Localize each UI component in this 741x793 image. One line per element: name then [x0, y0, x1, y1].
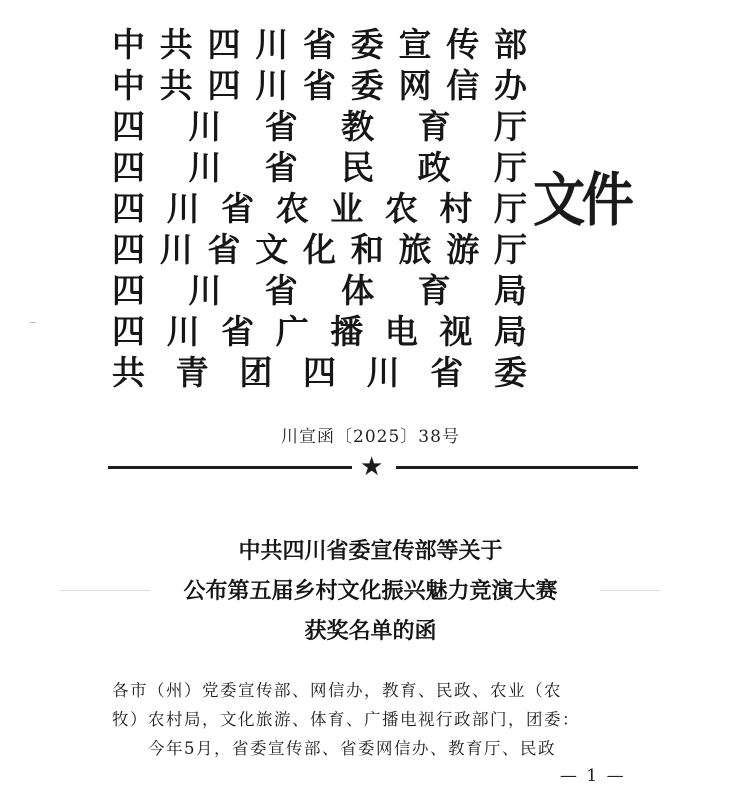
- issuer-char: 四: [302, 353, 336, 392]
- issuer-char: 川: [255, 66, 289, 105]
- scan-artifact: [600, 590, 660, 591]
- title-line: 获奖名单的函: [304, 619, 437, 644]
- issuer-char: 青: [175, 353, 209, 392]
- issuer-char: 播: [330, 312, 364, 351]
- issuer-char: 广: [275, 312, 309, 351]
- issuer-char: 体: [341, 271, 375, 310]
- body-line: 各市（州）党委宣传部、网信办，教育、民政、农业（农: [112, 681, 562, 700]
- issuer-char: 电: [384, 312, 418, 351]
- issuer-char: 村: [439, 189, 473, 228]
- issuer-char: 四: [112, 271, 145, 310]
- issuer-char: 省: [430, 353, 464, 392]
- issuer-char: 局: [493, 312, 527, 351]
- issuer-char: 共: [159, 66, 193, 105]
- issuer-char: 省: [303, 66, 336, 105]
- page-number: — 1 —: [560, 766, 626, 786]
- issuer-char: 育: [417, 271, 451, 310]
- issuer-char: 川: [188, 148, 222, 187]
- issuer-char: 局: [493, 271, 527, 310]
- issuer-char: 四: [112, 189, 145, 228]
- issuer-char: 川: [255, 25, 289, 64]
- scan-artifact: [60, 590, 150, 591]
- issuer-char: 旅: [398, 230, 432, 269]
- issuer-line: [112, 352, 527, 393]
- issuer-line: [112, 147, 527, 188]
- title-line: 中共四川省委宣传部等关于: [238, 539, 503, 564]
- document-number: 川宣函〔2025〕38号: [281, 427, 460, 447]
- issuer-char: 川: [159, 230, 193, 269]
- issuer-char: 省: [264, 271, 298, 310]
- issuer-char: 厅: [494, 230, 527, 269]
- issuer-char: 中: [112, 25, 145, 64]
- issuer-char: 委: [493, 353, 527, 392]
- issuer-char: 部: [494, 25, 527, 64]
- issuer-char: 川: [366, 353, 400, 392]
- issuer-char: 宣: [398, 25, 432, 64]
- issuer-char: 四: [207, 66, 241, 105]
- issuer-char: 委: [350, 25, 384, 64]
- issuer-char: 省: [264, 107, 298, 146]
- issuer-char: 团: [239, 353, 273, 392]
- issuer-char: 省: [303, 25, 336, 64]
- issuer-char: 省: [207, 230, 241, 269]
- separator-rule-right: [396, 466, 638, 469]
- issuer-char: 省: [221, 312, 255, 351]
- issuer-char: 网: [398, 66, 432, 105]
- issuer-char: 共: [112, 353, 145, 392]
- body-line: 牧）农村局，文化旅游、体育、广播电视行政部门，团委：: [112, 710, 580, 729]
- issuer-char: 四: [207, 25, 241, 64]
- issuer-char: 农: [384, 189, 418, 228]
- issuer-char: 文: [255, 230, 289, 269]
- issuer-line: [112, 188, 527, 229]
- issuer-char: 政: [417, 148, 451, 187]
- issuer-char: 中: [112, 66, 145, 105]
- issuer-char: 业: [330, 189, 364, 228]
- issuer-char: 四: [112, 312, 145, 351]
- issuer-char: 视: [439, 312, 473, 351]
- issuer-line: [112, 65, 527, 106]
- document-word: 文件: [533, 166, 631, 234]
- issuer-char: 农: [275, 189, 309, 228]
- issuer-char: 厅: [493, 189, 527, 228]
- title-line: 公布第五届乡村文化振兴魅力竞演大赛: [183, 579, 558, 604]
- star-icon: ★: [360, 452, 384, 482]
- issuer-char: 委: [350, 66, 384, 105]
- document-title: [0, 532, 741, 652]
- issuer-char: 省: [221, 189, 255, 228]
- issuer-char: 化: [303, 230, 336, 269]
- scan-artifact: [30, 322, 36, 323]
- issuer-char: 教: [341, 107, 375, 146]
- issuer-char: 省: [264, 148, 298, 187]
- issuer-line: [112, 229, 527, 270]
- issuer-char: 育: [417, 107, 451, 146]
- issuing-agencies: [112, 24, 527, 393]
- issuer-char: 川: [166, 312, 200, 351]
- issuer-line: [112, 270, 527, 311]
- issuer-char: 厅: [493, 107, 527, 146]
- issuer-char: 四: [112, 230, 145, 269]
- issuer-char: 办: [494, 66, 527, 105]
- issuer-char: 四: [112, 148, 145, 187]
- issuer-char: 川: [166, 189, 200, 228]
- issuer-char: 厅: [493, 148, 527, 187]
- issuer-char: 和: [350, 230, 384, 269]
- issuer-char: 川: [188, 107, 222, 146]
- issuer-char: 四: [112, 107, 145, 146]
- body-line: 今年5月，省委宣传部、省委网信办、教育厅、民政: [148, 739, 556, 758]
- issuer-char: 传: [446, 25, 480, 64]
- issuer-line: [112, 311, 527, 352]
- issuer-char: 共: [159, 25, 193, 64]
- document-body: [112, 676, 642, 763]
- issuer-char: 川: [188, 271, 222, 310]
- separator-rule-left: [108, 466, 352, 469]
- issuer-char: 信: [446, 66, 480, 105]
- issuer-char: 民: [341, 148, 375, 187]
- issuer-line: [112, 24, 527, 65]
- issuer-char: 游: [446, 230, 480, 269]
- issuer-line: [112, 106, 527, 147]
